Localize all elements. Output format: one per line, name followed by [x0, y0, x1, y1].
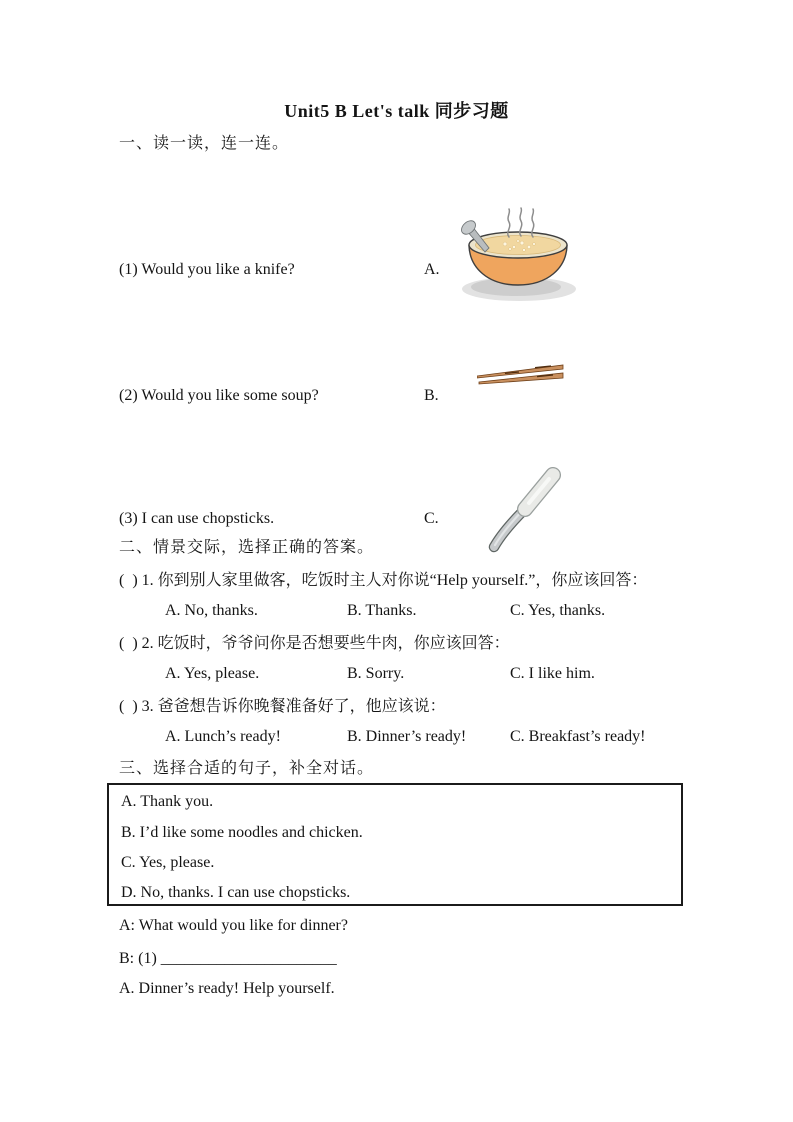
section2-options-3 — [165, 728, 765, 748]
option-1b: B. Thanks. — [347, 602, 417, 619]
option-2b: B. Sorry. — [347, 665, 405, 682]
option-1c: C. Yes, thanks. — [510, 602, 606, 619]
section2-options-1 — [165, 602, 765, 622]
section2-question-3: ( ) 3. 爸爸想告诉你晚餐准备好了，他应该说： — [119, 698, 446, 715]
chopsticks-image — [477, 323, 565, 429]
section2-heading: 二、情景交际，选择正确的答案。 — [119, 539, 375, 556]
soup-bowl-icon — [458, 207, 576, 303]
match-label-c: C. — [424, 510, 439, 527]
section3-heading: 三、选择合适的句子，补全对话。 — [119, 760, 375, 777]
sentence-bank-box — [107, 783, 683, 906]
dialog-line-2-blank: B: (1) ______________________ — [119, 950, 337, 967]
match-label-b: B. — [424, 387, 439, 404]
option-1a: A. No, thanks. — [165, 602, 258, 619]
match-question-3: (3) I can use chopsticks. — [119, 510, 275, 527]
option-3a: A. Lunch’s ready! — [165, 728, 281, 745]
option-2a: A. Yes, please. — [165, 665, 260, 682]
chopsticks-icon — [477, 363, 565, 389]
match-question-2: (2) Would you like some soup? — [119, 387, 319, 404]
match-label-a: A. — [424, 261, 440, 278]
dialog-line-3: A. Dinner’s ready! Help yourself. — [119, 980, 335, 997]
option-2c: C. I like him. — [510, 665, 595, 682]
section2-options-2 — [165, 665, 765, 685]
option-3b: B. Dinner’s ready! — [347, 728, 467, 745]
worksheet-title: Unit5 B Let's talk 同步习题 — [284, 101, 509, 121]
option-3c: C. Breakfast’s ready! — [510, 728, 646, 745]
bank-option-c: C. Yes, please. — [121, 854, 215, 871]
bank-option-b: B. I’d like some noodles and chicken. — [121, 824, 363, 841]
section1-heading: 一、读一读，连一连。 — [119, 135, 290, 152]
match-question-1: (1) Would you like a knife? — [119, 261, 295, 278]
section2-question-1: ( ) 1. 你到别人家里做客，吃饭时主人对你说“Help yourself.”，你应该回答： — [119, 572, 648, 589]
soup-bowl-image — [458, 167, 576, 343]
dialog-line-1: A: What would you like for dinner? — [119, 917, 348, 934]
section2-question-2: ( ) 2. 吃饭时，爷爷问你是否想要些牛肉，你应该回答： — [119, 635, 510, 652]
knife-icon — [481, 461, 571, 559]
bank-option-a: A. Thank you. — [121, 793, 214, 810]
bank-option-d: D. No, thanks. I can use chopsticks. — [121, 884, 351, 901]
